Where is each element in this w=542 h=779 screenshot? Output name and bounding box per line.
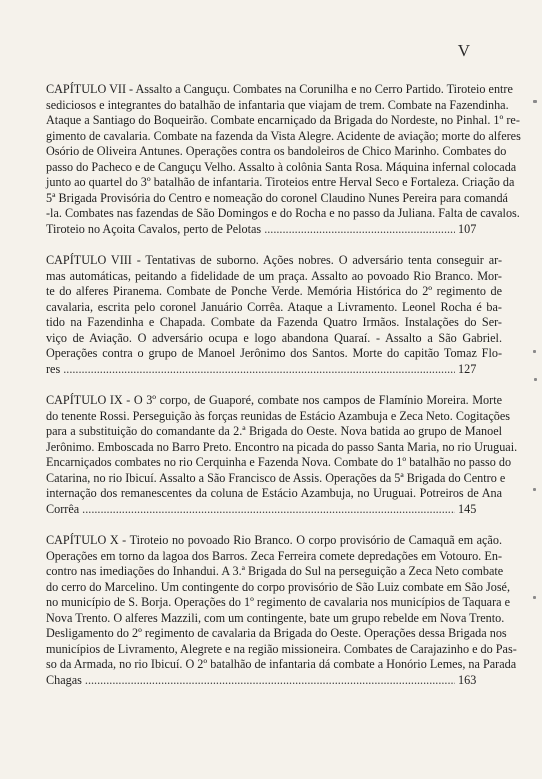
text-line: tido na Fazendinha e Chapada. Combate da Fazenda Quatro Irmãos. Instalações do Ser- [46,315,502,329]
text-line: gimento de cavalaria. Combate na fazenda da Vista Alegre. Acidente de aviação; morte do alferes [46,128,521,143]
leader-text: Chagas [46,672,82,687]
page-number: V [457,41,470,60]
text-line: CAPÍTULO VIII - Tentativas de suborno. Ações nobres. O adversário tenta conseguir ar- [46,253,502,267]
text-line: cavalaria, escrita pelo coronel Januário Corrêa. Ataque a Livramento. Leonel Rocha é ba- [46,299,502,314]
text-line: municípios de Livramento, Alegrete e na região missioneira. Combates de Carajazinho e do Pas- [46,641,517,656]
page-reference: 107 [458,221,477,236]
text-line: -la. Combates nas fazendas de São Domingos e do Rocha e no passo da Juliana. Falta de cavalos. [46,206,520,220]
text-line: para a substituição do comandante da 2.ª Brigada do Oeste. Nova batida ao grupo de Manoel [46,424,502,438]
margin-speck [533,100,537,103]
dot-leader [85,673,455,689]
chapter-summary [46,253,502,362]
text-line: Operações em torno da lagoa dos Barros. Zeca Ferreira comete depredações em Votouro. En- [46,548,502,563]
text-line: internação dos remanescentes da coluna de Estácio Azambuja, no Uruguai. Potreiros de Ana [46,486,502,500]
margin-speck [533,350,536,353]
text-line: passo do Pacheco e de Canguçu Velho. Assalto à colônia Santa Rosa. Máquina infernal colocada [46,159,517,174]
text-line: te do alferes Piranema. Combate de Ponche Verde. Memória Histórica do 2º regimento de [46,284,502,298]
text-line: so da Armada, no rio Ibicuí. O 2º batalhão de infantaria dá combate a Honório Lemes, na Parada [46,657,517,671]
toc-entry-chapter-10 [46,533,517,688]
margin-speck [533,488,536,491]
leader-text: Tiroteio no Açoita Cavalos, perto de Pelotas [46,221,262,236]
toc-entry-chapter-9 [46,393,518,517]
text-line: Osório de Oliveira Antunes. Operações contra os bandoleiros de Chico Marinho. Combates do [46,144,507,158]
text-line: Nova Trento. O alferes Mazzili, com um contingente, bate um grupo rebelde em Nova Trento. [46,610,505,625]
text-line: Catarina, no rio Ibicuí. Assalto a São Francisco de Assis. Operações da 5ª Brigada do Centro e [46,470,506,485]
text-line: sediciosos e integrantes do batalhão de infantaria que viajam de trem. Combate na Fazendinha. [46,97,509,112]
page-reference: 127 [458,361,477,376]
toc-entry-chapter-7 [46,82,521,237]
text-line: Jerônimo. Emboscada no Barro Preto. Encontro na picada do passo Santa Maria, no rio Uruguai. [46,439,518,454]
text-line: do cerro do Marcelino. Um contingente do corpo provisório de São Luiz combate em São José, [46,579,511,594]
page-reference-line [46,673,502,689]
margin-speck [533,596,536,599]
text-line: mas automáticas, peitando a fidelidade de um praça. Assalto ao povoado Rio Branco. Mor- [46,268,502,283]
chapter-summary [46,82,521,222]
text-line: Operações contra o grupo de Manoel Jerônimo dos Santos. Morte do capitão Tomaz Flo- [46,346,502,360]
leader-text: res [46,361,61,376]
dot-leader [63,362,455,378]
page-reference-line [46,362,502,378]
table-of-contents [46,82,521,704]
text-line: viço de Aviação. O adversário ocupa e logo abandona Quaraí. - Assalto a São Gabriel. [46,330,502,345]
page-reference-line [46,222,502,238]
leader-text: Corrêa [46,501,80,516]
toc-entry-chapter-8 [46,253,502,377]
page-reference-line [46,502,502,518]
text-line: CAPÍTULO X - Tiroteio no povoado Rio Branco. O corpo provisório de Camaquã em ação. [46,533,502,547]
chapter-summary [46,393,518,502]
margin-speck [534,378,537,381]
chapter-summary [46,533,517,673]
dot-leader [264,222,455,238]
text-line: 5ª Brigada Provisória do Centro e nomeação do coronel Claudino Nunes Pereira para comandá [46,190,508,205]
text-line: CAPÍTULO VII - Assalto a Canguçu. Combates na Corunilha e no Cerro Partido. Tiroteio entre [46,82,513,96]
page-reference: 163 [458,672,477,687]
text-line: Desligamento do 2º regimento de cavalaria da Brigada do Oeste. Operações dessa Brigada nos [46,626,507,640]
text-line: no município de S. Borja. Operações do 1º regimento de cavalaria nos municípios de Taquara e [46,595,510,609]
dot-leader [82,502,455,518]
text-line: CAPÍTULO IX - O 3º corpo, de Guaporé, combate nos campos de Flamínio Moreira. Morte [46,393,502,407]
text-line: contro nas imediações do Inhandui. A 3.ª Brigada do Sul na perseguição a Zeca Neto combate [46,564,504,578]
text-line: Encarniçados combates no rio Cerquinha e Fazenda Nova. Combate do 1º batalhão no passo do [46,455,512,469]
page-reference: 145 [458,501,477,516]
text-line: do tenente Rossi. Perseguição às forças reunidas de Estácio Azambuja e Zeca Neto. Cogitações [46,408,510,423]
text-line: junto ao quartel do 3º batalhão de infantaria. Tiroteios entre Herval Seco e Fortaleza. Criação da [46,175,515,189]
text-line: Ataque a Santiago do Boqueirão. Combate encarniçado da Brigada do Nordeste, no Pinhal. 1º re- [46,113,520,127]
